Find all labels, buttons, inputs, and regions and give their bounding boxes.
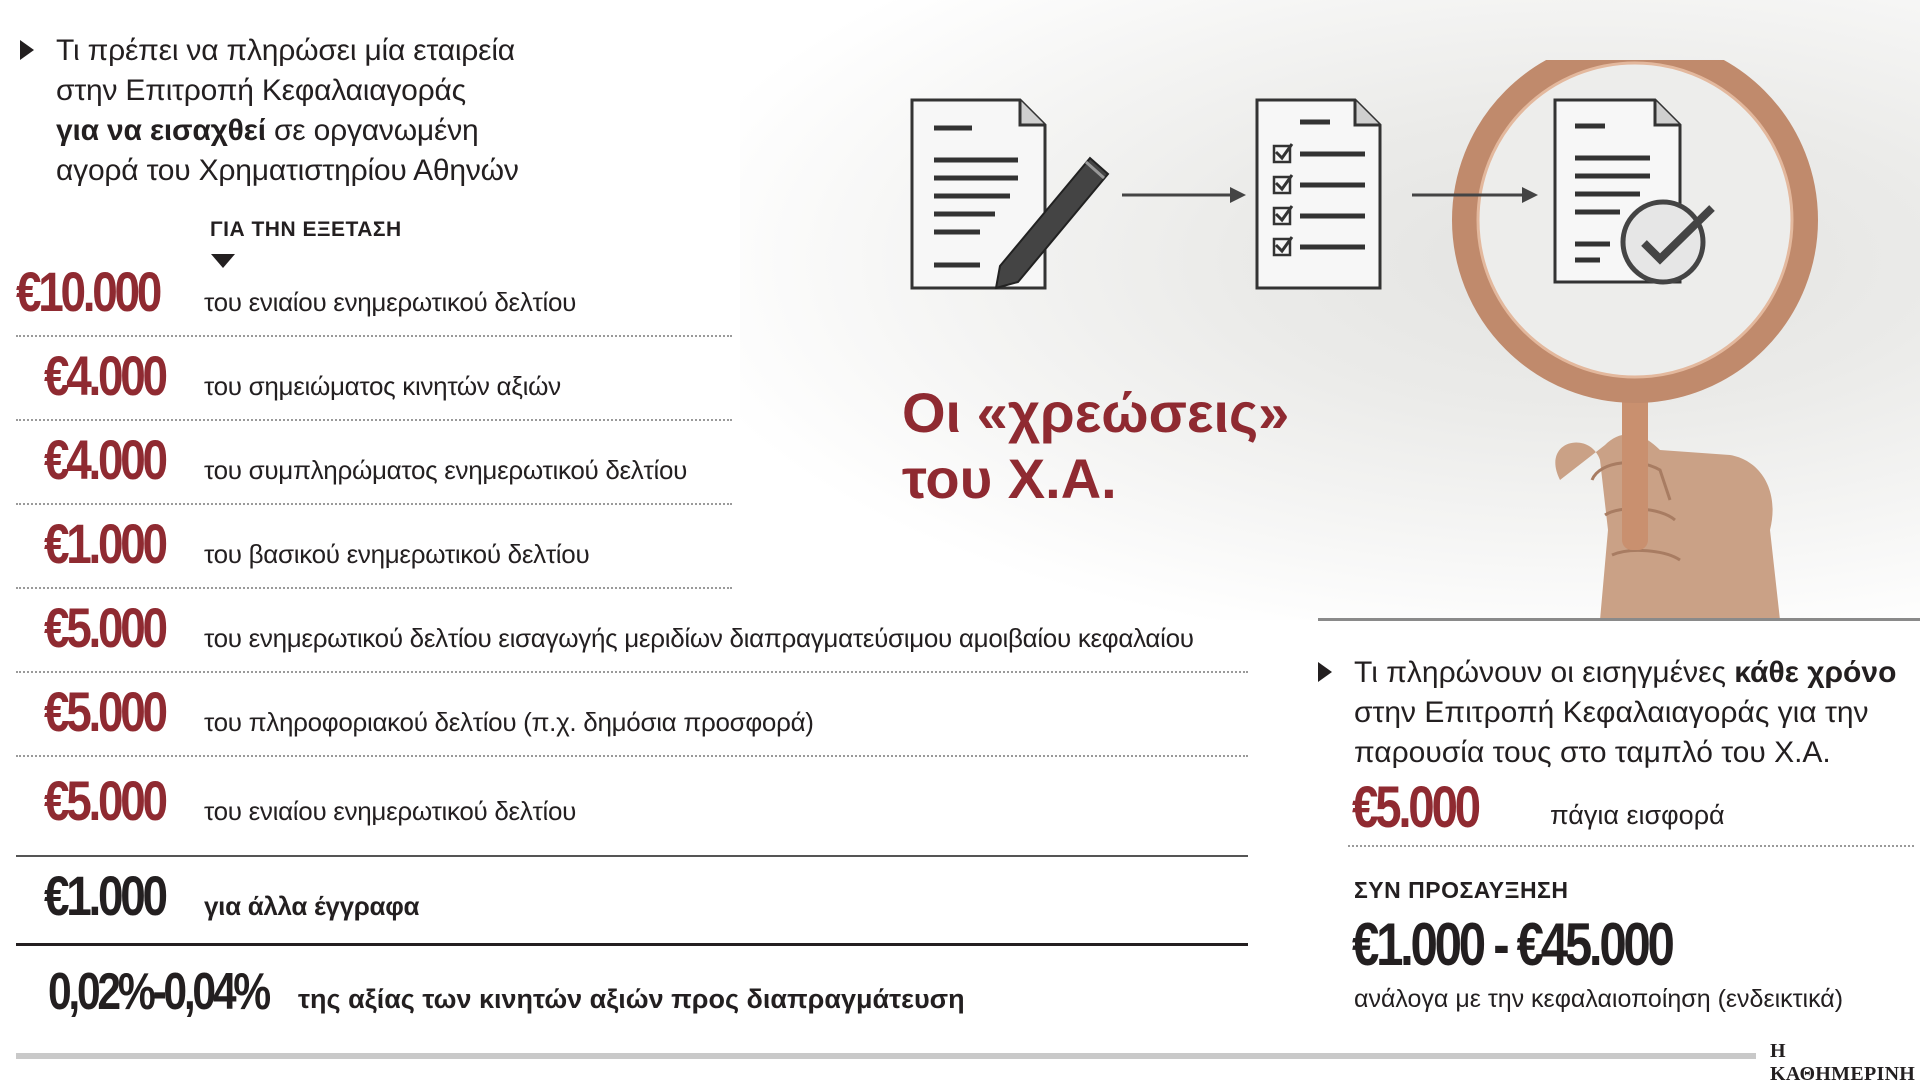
fee-desc: του σημειώματος κινητών αξιών xyxy=(204,371,561,401)
fee-row xyxy=(16,757,1256,839)
fee-row xyxy=(16,248,736,330)
fee-desc: του ενιαίου ενημερωτικού δελτίου xyxy=(204,796,577,826)
fee-amount: €5.000 xyxy=(44,596,165,659)
divider xyxy=(1348,845,1914,847)
fee-amount: €1.000 xyxy=(44,864,165,927)
brand-logo: Η ΚΑΘΗΜΕΡΙΝΗ xyxy=(1770,1040,1916,1080)
yearly-text: Τι πληρώνουν οι εισηγμένες κάθε χρόνο στην Επιτροπή Κεφαλαιαγοράς για την παρουσία τους στο ταμπλό του Χ.Α. xyxy=(1354,656,1897,769)
infographic-title: Οι «χρεώσεις» του Χ.Α. xyxy=(902,381,1290,510)
fixed-desc: πάγια εισφορά xyxy=(1550,800,1725,830)
range-amount: €1.000 - €45.000 xyxy=(1352,911,1672,978)
other-docs-row xyxy=(16,852,1256,934)
magnifier-illustration xyxy=(900,60,1920,620)
fee-desc: του ενημερωτικού δελτίου εισαγωγής μεριδίων διαπραγματεύσιμου αμοιβαίου κεφαλαίου xyxy=(204,623,1194,653)
hand-icon xyxy=(1555,434,1780,620)
fee-row xyxy=(16,332,736,414)
fee-desc: του συμπληρώματος ενημερωτικού δελτίου xyxy=(204,455,688,485)
fee-row xyxy=(16,668,1256,750)
plus-label: ΣΥΝ ΠΡΟΣΑΥΞΗΣΗ xyxy=(1354,877,1569,903)
bullet-arrow-icon xyxy=(20,40,34,60)
checklist-icon xyxy=(1257,100,1380,288)
divider xyxy=(1318,618,1920,621)
fee-amount: €5.000 xyxy=(44,680,165,743)
fee-amount: €4.000 xyxy=(44,428,165,491)
fee-amount: €4.000 xyxy=(44,344,165,407)
fee-row xyxy=(16,500,736,582)
range-desc: ανάλογα με την κεφαλαιοποίηση (ενδεικτικά) xyxy=(1354,985,1844,1013)
percentage-desc: της αξίας των κινητών αξιών προς διαπραγμάτευση xyxy=(298,984,965,1014)
divider xyxy=(16,943,1248,946)
fee-amount: €10.000 xyxy=(16,260,160,323)
fee-amount: €1.000 xyxy=(44,512,165,575)
percentage-amount: 0,02%-0,04% xyxy=(48,963,268,1021)
fee-desc: για άλλα έγγραφα xyxy=(204,891,420,921)
document-pen-icon xyxy=(912,100,1108,288)
yearly-bold: κάθε χρόνο xyxy=(1734,656,1897,689)
footer-line xyxy=(16,1053,1756,1059)
fee-desc: του ενιαίου ενημερωτικού δελτίου xyxy=(204,287,577,317)
fee-amount: €5.000 xyxy=(44,769,165,832)
percentage-row xyxy=(48,962,965,1022)
fee-row xyxy=(16,416,736,498)
header-bold: για να εισαχθεί xyxy=(56,114,266,147)
header-text: Τι πρέπει να πληρώσει μία εταιρεία στην Επιτροπή Κεφαλαιαγοράς για να εισαχθεί σε οργανωμένη αγορά του Χρηματιστηρίου Αθηνών xyxy=(56,34,519,187)
fixed-amount: €5.000 xyxy=(1352,775,1478,840)
fee-desc: του βασικού ενημερωτικού δελτίου xyxy=(204,539,590,569)
bullet-arrow-icon xyxy=(1318,662,1332,682)
fee-row xyxy=(16,584,1256,666)
fee-desc: του πληροφοριακού δελτίου (π.χ. δημόσια προσφορά) xyxy=(204,707,814,737)
exam-label: ΓΙΑ ΤΗΝ ΕΞΕΤΑΣΗ xyxy=(210,218,402,241)
